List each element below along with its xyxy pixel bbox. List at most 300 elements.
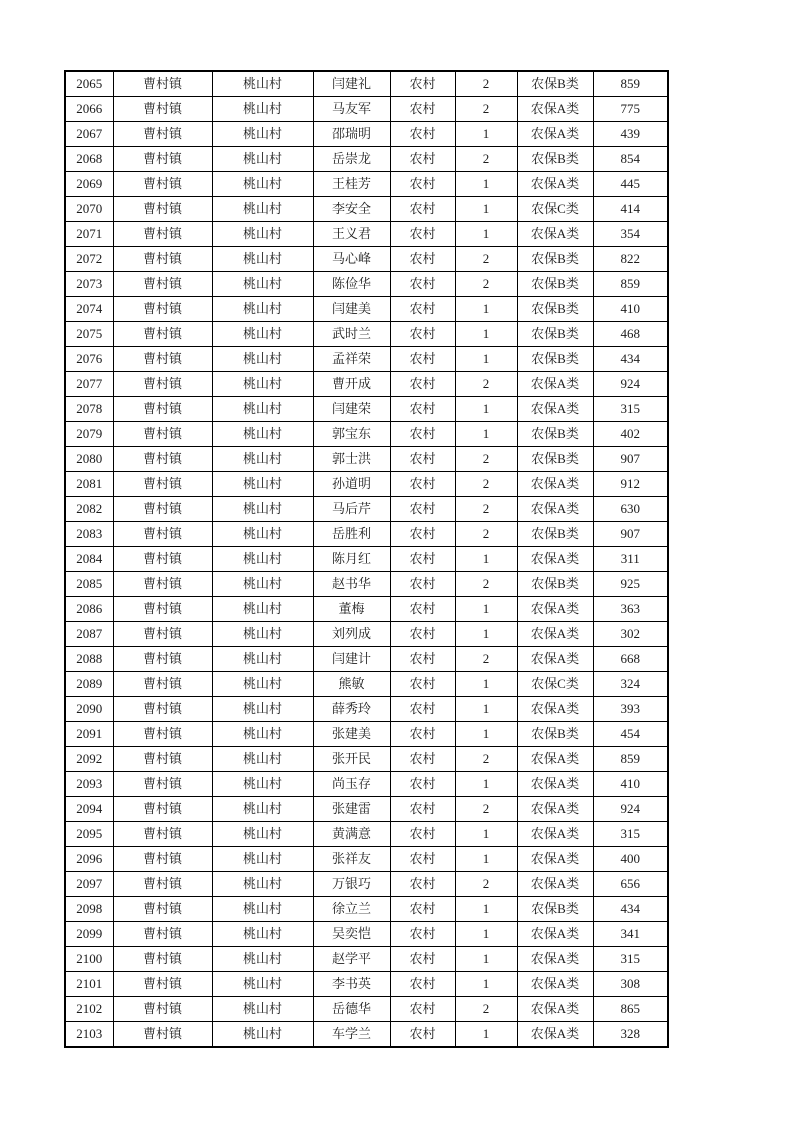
table-cell: 农村 bbox=[390, 597, 455, 622]
table-cell: 农保B类 bbox=[517, 247, 593, 272]
table-cell: 农村 bbox=[390, 572, 455, 597]
table-cell: 桃山村 bbox=[212, 71, 313, 97]
table-cell: 2076 bbox=[65, 347, 113, 372]
table-cell: 桃山村 bbox=[212, 622, 313, 647]
table-row bbox=[65, 822, 668, 847]
table-cell: 曹村镇 bbox=[113, 722, 212, 747]
table-cell: 桃山村 bbox=[212, 547, 313, 572]
table-cell: 曹村镇 bbox=[113, 522, 212, 547]
table-cell: 桃山村 bbox=[212, 297, 313, 322]
table-cell: 桃山村 bbox=[212, 372, 313, 397]
table-cell: 2099 bbox=[65, 922, 113, 947]
table-cell: 孙道明 bbox=[313, 472, 390, 497]
table-cell: 2097 bbox=[65, 872, 113, 897]
table-cell: 桃山村 bbox=[212, 422, 313, 447]
table-row bbox=[65, 797, 668, 822]
table-cell: 2 bbox=[455, 71, 517, 97]
table-cell: 1 bbox=[455, 1022, 517, 1048]
table-cell: 924 bbox=[593, 372, 668, 397]
table-cell: 859 bbox=[593, 747, 668, 772]
table-cell: 曹村镇 bbox=[113, 897, 212, 922]
table-cell: 闫建荣 bbox=[313, 397, 390, 422]
table-cell: 农保A类 bbox=[517, 947, 593, 972]
table-cell: 2095 bbox=[65, 822, 113, 847]
table-cell: 2086 bbox=[65, 597, 113, 622]
table-cell: 农村 bbox=[390, 747, 455, 772]
table-row bbox=[65, 197, 668, 222]
table-cell: 2101 bbox=[65, 972, 113, 997]
table-cell: 农保A类 bbox=[517, 597, 593, 622]
table-cell: 桃山村 bbox=[212, 272, 313, 297]
table-cell: 341 bbox=[593, 922, 668, 947]
table-cell: 1 bbox=[455, 697, 517, 722]
table-row bbox=[65, 847, 668, 872]
table-row bbox=[65, 1022, 668, 1048]
table-cell: 曹村镇 bbox=[113, 772, 212, 797]
table-cell: 354 bbox=[593, 222, 668, 247]
table-cell: 农村 bbox=[390, 97, 455, 122]
table-cell: 曹村镇 bbox=[113, 372, 212, 397]
table-cell: 曹村镇 bbox=[113, 122, 212, 147]
table-cell: 刘列成 bbox=[313, 622, 390, 647]
table-cell: 张开民 bbox=[313, 747, 390, 772]
table-cell: 1 bbox=[455, 772, 517, 797]
roster-table-body bbox=[65, 71, 668, 1047]
table-cell: 武时兰 bbox=[313, 322, 390, 347]
table-cell: 曹开成 bbox=[313, 372, 390, 397]
table-cell: 2081 bbox=[65, 472, 113, 497]
table-cell: 2074 bbox=[65, 297, 113, 322]
table-cell: 岳崇龙 bbox=[313, 147, 390, 172]
table-cell: 2102 bbox=[65, 997, 113, 1022]
table-cell: 439 bbox=[593, 122, 668, 147]
table-cell: 曹村镇 bbox=[113, 747, 212, 772]
table-cell: 桃山村 bbox=[212, 747, 313, 772]
table-row bbox=[65, 747, 668, 772]
table-cell: 农村 bbox=[390, 297, 455, 322]
table-cell: 1 bbox=[455, 172, 517, 197]
table-cell: 曹村镇 bbox=[113, 497, 212, 522]
table-cell: 农保B类 bbox=[517, 71, 593, 97]
table-cell: 2 bbox=[455, 247, 517, 272]
table-cell: 农保A类 bbox=[517, 697, 593, 722]
table-cell: 徐立兰 bbox=[313, 897, 390, 922]
table-cell: 车学兰 bbox=[313, 1022, 390, 1048]
table-cell: 1 bbox=[455, 322, 517, 347]
table-cell: 1 bbox=[455, 947, 517, 972]
table-cell: 2083 bbox=[65, 522, 113, 547]
table-cell: 2090 bbox=[65, 697, 113, 722]
table-cell: 曹村镇 bbox=[113, 947, 212, 972]
table-cell: 2094 bbox=[65, 797, 113, 822]
table-cell: 410 bbox=[593, 772, 668, 797]
table-cell: 曹村镇 bbox=[113, 997, 212, 1022]
table-cell: 2067 bbox=[65, 122, 113, 147]
table-cell: 曹村镇 bbox=[113, 147, 212, 172]
table-row bbox=[65, 597, 668, 622]
table-cell: 曹村镇 bbox=[113, 672, 212, 697]
table-row bbox=[65, 422, 668, 447]
table-cell: 924 bbox=[593, 797, 668, 822]
table-cell: 农村 bbox=[390, 272, 455, 297]
table-cell: 岳德华 bbox=[313, 997, 390, 1022]
table-cell: 324 bbox=[593, 672, 668, 697]
table-cell: 曹村镇 bbox=[113, 922, 212, 947]
table-cell: 桃山村 bbox=[212, 497, 313, 522]
table-cell: 农保A类 bbox=[517, 547, 593, 572]
table-cell: 桃山村 bbox=[212, 397, 313, 422]
roster-table bbox=[64, 70, 669, 1048]
table-cell: 曹村镇 bbox=[113, 872, 212, 897]
table-cell: 410 bbox=[593, 297, 668, 322]
table-cell: 赵学平 bbox=[313, 947, 390, 972]
table-row bbox=[65, 947, 668, 972]
table-cell: 2 bbox=[455, 872, 517, 897]
table-cell: 农保A类 bbox=[517, 647, 593, 672]
table-cell: 桃山村 bbox=[212, 697, 313, 722]
table-row bbox=[65, 447, 668, 472]
table-cell: 775 bbox=[593, 97, 668, 122]
table-cell: 张祥友 bbox=[313, 847, 390, 872]
table-cell: 2 bbox=[455, 797, 517, 822]
table-cell: 农保A类 bbox=[517, 97, 593, 122]
table-cell: 王桂芳 bbox=[313, 172, 390, 197]
table-cell: 桃山村 bbox=[212, 1022, 313, 1048]
table-cell: 桃山村 bbox=[212, 147, 313, 172]
table-cell: 农保A类 bbox=[517, 122, 593, 147]
table-cell: 曹村镇 bbox=[113, 422, 212, 447]
table-cell: 363 bbox=[593, 597, 668, 622]
table-cell: 农村 bbox=[390, 71, 455, 97]
table-cell: 曹村镇 bbox=[113, 597, 212, 622]
table-cell: 农村 bbox=[390, 822, 455, 847]
table-cell: 315 bbox=[593, 947, 668, 972]
table-cell: 1 bbox=[455, 397, 517, 422]
table-cell: 414 bbox=[593, 197, 668, 222]
table-cell: 2 bbox=[455, 447, 517, 472]
table-cell: 农村 bbox=[390, 872, 455, 897]
table-cell: 马友军 bbox=[313, 97, 390, 122]
table-cell: 822 bbox=[593, 247, 668, 272]
table-cell: 农保A类 bbox=[517, 372, 593, 397]
table-cell: 2 bbox=[455, 522, 517, 547]
table-row bbox=[65, 672, 668, 697]
table-cell: 李书英 bbox=[313, 972, 390, 997]
table-cell: 万银巧 bbox=[313, 872, 390, 897]
table-cell: 农保A类 bbox=[517, 922, 593, 947]
table-cell: 桃山村 bbox=[212, 472, 313, 497]
table-cell: 桃山村 bbox=[212, 322, 313, 347]
table-cell: 张建美 bbox=[313, 722, 390, 747]
table-cell: 陈俭华 bbox=[313, 272, 390, 297]
table-cell: 郭宝东 bbox=[313, 422, 390, 447]
table-cell: 454 bbox=[593, 722, 668, 747]
table-cell: 桃山村 bbox=[212, 647, 313, 672]
table-cell: 闫建计 bbox=[313, 647, 390, 672]
table-row bbox=[65, 622, 668, 647]
table-cell: 农保B类 bbox=[517, 897, 593, 922]
table-cell: 农村 bbox=[390, 672, 455, 697]
table-cell: 2091 bbox=[65, 722, 113, 747]
table-cell: 农村 bbox=[390, 497, 455, 522]
table-cell: 农村 bbox=[390, 322, 455, 347]
table-cell: 农村 bbox=[390, 122, 455, 147]
table-cell: 农村 bbox=[390, 772, 455, 797]
table-cell: 农村 bbox=[390, 897, 455, 922]
table-cell: 630 bbox=[593, 497, 668, 522]
table-row bbox=[65, 497, 668, 522]
table-cell: 农保A类 bbox=[517, 172, 593, 197]
table-cell: 农村 bbox=[390, 172, 455, 197]
table-cell: 农保C类 bbox=[517, 672, 593, 697]
table-cell: 2073 bbox=[65, 272, 113, 297]
table-cell: 农村 bbox=[390, 622, 455, 647]
table-cell: 岳胜利 bbox=[313, 522, 390, 547]
table-cell: 912 bbox=[593, 472, 668, 497]
table-cell: 桃山村 bbox=[212, 347, 313, 372]
table-cell: 2075 bbox=[65, 322, 113, 347]
table-cell: 陈月红 bbox=[313, 547, 390, 572]
table-cell: 1 bbox=[455, 622, 517, 647]
table-cell: 农村 bbox=[390, 472, 455, 497]
table-cell: 曹村镇 bbox=[113, 622, 212, 647]
table-row bbox=[65, 522, 668, 547]
table-cell: 孟祥荣 bbox=[313, 347, 390, 372]
table-cell: 闫建礼 bbox=[313, 71, 390, 97]
table-cell: 熊敏 bbox=[313, 672, 390, 697]
table-row bbox=[65, 122, 668, 147]
table-cell: 农村 bbox=[390, 397, 455, 422]
table-cell: 曹村镇 bbox=[113, 447, 212, 472]
table-cell: 315 bbox=[593, 397, 668, 422]
table-row bbox=[65, 272, 668, 297]
table-cell: 曹村镇 bbox=[113, 547, 212, 572]
table-cell: 2070 bbox=[65, 197, 113, 222]
table-cell: 曹村镇 bbox=[113, 247, 212, 272]
table-cell: 农村 bbox=[390, 697, 455, 722]
table-cell: 桃山村 bbox=[212, 947, 313, 972]
table-cell: 2 bbox=[455, 747, 517, 772]
table-cell: 桃山村 bbox=[212, 247, 313, 272]
table-cell: 曹村镇 bbox=[113, 97, 212, 122]
table-row bbox=[65, 397, 668, 422]
table-cell: 农保B类 bbox=[517, 447, 593, 472]
table-cell: 曹村镇 bbox=[113, 847, 212, 872]
table-cell: 桃山村 bbox=[212, 222, 313, 247]
table-cell: 1 bbox=[455, 297, 517, 322]
table-cell: 农保B类 bbox=[517, 272, 593, 297]
table-cell: 曹村镇 bbox=[113, 197, 212, 222]
table-cell: 李安全 bbox=[313, 197, 390, 222]
table-cell: 2069 bbox=[65, 172, 113, 197]
table-cell: 王义君 bbox=[313, 222, 390, 247]
table-cell: 1 bbox=[455, 547, 517, 572]
table-cell: 1 bbox=[455, 672, 517, 697]
table-row bbox=[65, 697, 668, 722]
table-cell: 2082 bbox=[65, 497, 113, 522]
table-cell: 桃山村 bbox=[212, 97, 313, 122]
table-cell: 薛秀玲 bbox=[313, 697, 390, 722]
table-row bbox=[65, 872, 668, 897]
table-cell: 闫建美 bbox=[313, 297, 390, 322]
table-cell: 农保B类 bbox=[517, 147, 593, 172]
table-cell: 1 bbox=[455, 847, 517, 872]
table-cell: 农保A类 bbox=[517, 397, 593, 422]
table-cell: 2 bbox=[455, 997, 517, 1022]
table-cell: 曹村镇 bbox=[113, 697, 212, 722]
table-cell: 马心峰 bbox=[313, 247, 390, 272]
table-cell: 农保B类 bbox=[517, 322, 593, 347]
table-cell: 859 bbox=[593, 71, 668, 97]
table-cell: 308 bbox=[593, 972, 668, 997]
table-cell: 尚玉存 bbox=[313, 772, 390, 797]
table-cell: 桃山村 bbox=[212, 897, 313, 922]
table-cell: 2071 bbox=[65, 222, 113, 247]
table-cell: 曹村镇 bbox=[113, 647, 212, 672]
table-cell: 农村 bbox=[390, 547, 455, 572]
table-cell: 393 bbox=[593, 697, 668, 722]
table-cell: 1 bbox=[455, 347, 517, 372]
table-cell: 402 bbox=[593, 422, 668, 447]
table-cell: 农保A类 bbox=[517, 772, 593, 797]
table-cell: 农村 bbox=[390, 147, 455, 172]
table-row bbox=[65, 97, 668, 122]
table-cell: 2084 bbox=[65, 547, 113, 572]
table-cell: 925 bbox=[593, 572, 668, 597]
table-row bbox=[65, 922, 668, 947]
table-cell: 农村 bbox=[390, 847, 455, 872]
table-cell: 桃山村 bbox=[212, 922, 313, 947]
table-cell: 农村 bbox=[390, 647, 455, 672]
table-cell: 2 bbox=[455, 272, 517, 297]
table-cell: 农保B类 bbox=[517, 722, 593, 747]
table-cell: 农保A类 bbox=[517, 1022, 593, 1048]
table-row bbox=[65, 247, 668, 272]
table-cell: 曹村镇 bbox=[113, 972, 212, 997]
table-cell: 2072 bbox=[65, 247, 113, 272]
table-cell: 张建雷 bbox=[313, 797, 390, 822]
table-cell: 2077 bbox=[65, 372, 113, 397]
table-cell: 468 bbox=[593, 322, 668, 347]
table-cell: 曹村镇 bbox=[113, 397, 212, 422]
table-cell: 农保A类 bbox=[517, 472, 593, 497]
table-cell: 曹村镇 bbox=[113, 797, 212, 822]
table-cell: 桃山村 bbox=[212, 722, 313, 747]
table-cell: 农村 bbox=[390, 247, 455, 272]
table-cell: 桃山村 bbox=[212, 572, 313, 597]
spreadsheet-print-area bbox=[64, 70, 669, 1048]
table-cell: 农保B类 bbox=[517, 422, 593, 447]
table-cell: 董梅 bbox=[313, 597, 390, 622]
table-cell: 郭士洪 bbox=[313, 447, 390, 472]
table-cell: 农保A类 bbox=[517, 847, 593, 872]
table-cell: 2089 bbox=[65, 672, 113, 697]
table-cell: 907 bbox=[593, 522, 668, 547]
table-cell: 桃山村 bbox=[212, 772, 313, 797]
table-cell: 1 bbox=[455, 197, 517, 222]
table-cell: 2068 bbox=[65, 147, 113, 172]
table-cell: 328 bbox=[593, 1022, 668, 1048]
table-cell: 农村 bbox=[390, 422, 455, 447]
table-cell: 农保A类 bbox=[517, 222, 593, 247]
table-cell: 2078 bbox=[65, 397, 113, 422]
table-row bbox=[65, 647, 668, 672]
table-cell: 2 bbox=[455, 472, 517, 497]
table-cell: 2092 bbox=[65, 747, 113, 772]
table-cell: 桃山村 bbox=[212, 872, 313, 897]
table-row bbox=[65, 147, 668, 172]
table-cell: 曹村镇 bbox=[113, 822, 212, 847]
table-cell: 907 bbox=[593, 447, 668, 472]
table-cell: 农保B类 bbox=[517, 347, 593, 372]
table-row bbox=[65, 322, 668, 347]
table-cell: 邵瑞明 bbox=[313, 122, 390, 147]
table-cell: 2093 bbox=[65, 772, 113, 797]
table-cell: 农村 bbox=[390, 922, 455, 947]
table-cell: 曹村镇 bbox=[113, 222, 212, 247]
table-cell: 865 bbox=[593, 997, 668, 1022]
table-cell: 1 bbox=[455, 897, 517, 922]
table-row bbox=[65, 722, 668, 747]
table-cell: 2103 bbox=[65, 1022, 113, 1048]
table-cell: 桃山村 bbox=[212, 197, 313, 222]
table-cell: 农保A类 bbox=[517, 747, 593, 772]
table-row bbox=[65, 347, 668, 372]
table-row bbox=[65, 897, 668, 922]
table-cell: 1 bbox=[455, 972, 517, 997]
table-cell: 桃山村 bbox=[212, 122, 313, 147]
table-row bbox=[65, 222, 668, 247]
table-cell: 桃山村 bbox=[212, 522, 313, 547]
table-cell: 赵书华 bbox=[313, 572, 390, 597]
table-row bbox=[65, 972, 668, 997]
table-cell: 315 bbox=[593, 822, 668, 847]
table-cell: 农村 bbox=[390, 947, 455, 972]
table-cell: 2079 bbox=[65, 422, 113, 447]
table-cell: 434 bbox=[593, 897, 668, 922]
table-cell: 1 bbox=[455, 422, 517, 447]
table-cell: 2 bbox=[455, 647, 517, 672]
table-cell: 农村 bbox=[390, 347, 455, 372]
table-cell: 吴奕恺 bbox=[313, 922, 390, 947]
table-cell: 2 bbox=[455, 572, 517, 597]
table-cell: 曹村镇 bbox=[113, 472, 212, 497]
table-cell: 桃山村 bbox=[212, 997, 313, 1022]
table-cell: 302 bbox=[593, 622, 668, 647]
table-cell: 曹村镇 bbox=[113, 572, 212, 597]
table-cell: 马后芹 bbox=[313, 497, 390, 522]
table-row bbox=[65, 472, 668, 497]
table-cell: 668 bbox=[593, 647, 668, 672]
table-row bbox=[65, 772, 668, 797]
table-cell: 2096 bbox=[65, 847, 113, 872]
table-cell: 2 bbox=[455, 497, 517, 522]
table-row bbox=[65, 372, 668, 397]
table-cell: 农村 bbox=[390, 447, 455, 472]
table-cell: 桃山村 bbox=[212, 797, 313, 822]
table-cell: 农保A类 bbox=[517, 972, 593, 997]
table-cell: 桃山村 bbox=[212, 597, 313, 622]
table-row bbox=[65, 997, 668, 1022]
table-cell: 农村 bbox=[390, 997, 455, 1022]
table-row bbox=[65, 71, 668, 97]
table-cell: 1 bbox=[455, 922, 517, 947]
table-cell: 桃山村 bbox=[212, 447, 313, 472]
table-cell: 1 bbox=[455, 822, 517, 847]
table-cell: 农保B类 bbox=[517, 572, 593, 597]
table-cell: 曹村镇 bbox=[113, 272, 212, 297]
table-cell: 农保A类 bbox=[517, 822, 593, 847]
